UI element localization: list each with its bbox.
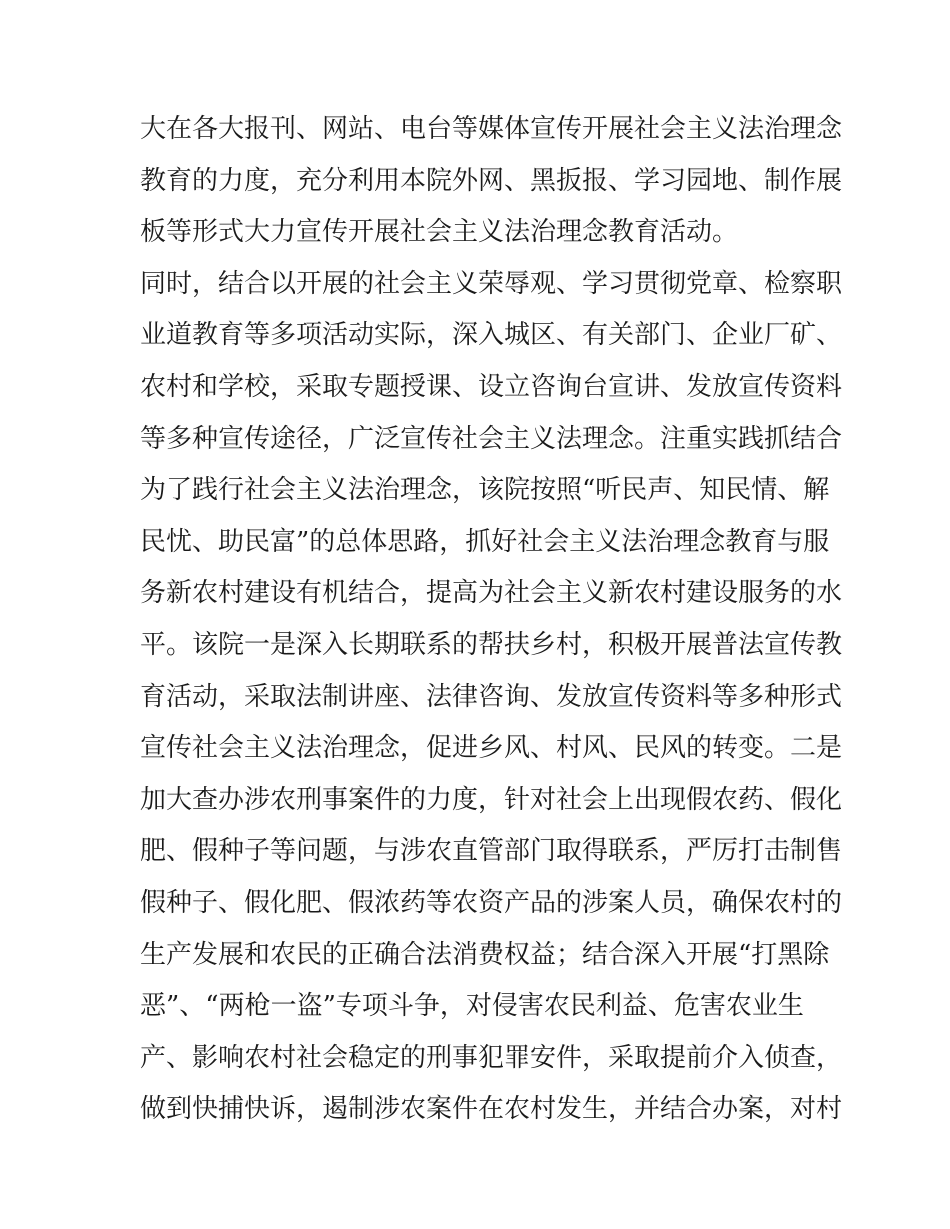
text-line-5: 业道教育等多项活动实际，深入城区、有关部门、企业厂矿、 xyxy=(140,320,843,351)
text-line-14: 加大查办涉农刑事案件的力度，针对社会上出现假农药、假化 xyxy=(140,784,843,815)
text-line-20: 做到快捕快诉，遏制涉农案件在农村发生，并结合办案，对村 xyxy=(140,1094,843,1125)
text-line-17: 生产发展和农民的正确合法消费权益；结合深入开展“打黑除 xyxy=(140,939,830,970)
text-line-16: 假种子、假化肥、假浓药等农资产品的涉案人员，确保农村的 xyxy=(140,887,843,918)
text-line-1: 大在各大报刊、网站、电台等媒体宣传开展社会主义法治理念 xyxy=(140,114,843,144)
text-line-10: 务新农村建设有机结合，提高为社会主义新农村建设服务的水 xyxy=(140,578,843,609)
text-line-19: 产、影响农村社会稳定的刑事犯罪安件，采取提前介入侦查， xyxy=(140,1042,843,1073)
text-line-12: 育活动，采取法制讲座、法律咨询、发放宣传资料等多种形式 xyxy=(140,681,843,712)
body-text xyxy=(140,104,843,1136)
text-line-2: 教育的力度，充分利用本院外网、黑扳报、学习园地、制作展 xyxy=(140,165,843,196)
text-line-18: 恶”、“两枪一盗”专项斗争，对侵害农民利益、危害农业生 xyxy=(140,991,804,1022)
text-line-8: 为了践行社会主义法治理念，该院按照“听民声、知民情、解 xyxy=(140,475,830,506)
text-line-13: 宣传社会主义法治理念，促进乡风、村风、民风的转变。二是 xyxy=(140,733,843,764)
text-line-4: 同时，结合以开展的社会主义荣辱观、学习贯彻党章、检察职 xyxy=(140,268,843,299)
text-line-15: 肥、假种子等问题，与涉农直管部门取得联系，严厉打击制售 xyxy=(140,836,843,867)
text-line-7: 等多种宣传途径，广泛宣传社会主义法理念。注重实践抓结合 xyxy=(140,423,843,454)
text-line-9: 民忧、助民富”的总体思路，抓好社会主义法治理念教育与服 xyxy=(140,526,830,557)
text-line-6: 农村和学校，采取专题授课、设立咨询台宣讲、发放宣传资料 xyxy=(140,371,843,402)
text-line-3: 板等形式大力宣传开展社会主义法治理念教育活动。 xyxy=(140,217,739,248)
text-line-11: 平。该院一是深入长期联系的帮扶乡村，积极开展普法宣传教 xyxy=(140,629,843,660)
